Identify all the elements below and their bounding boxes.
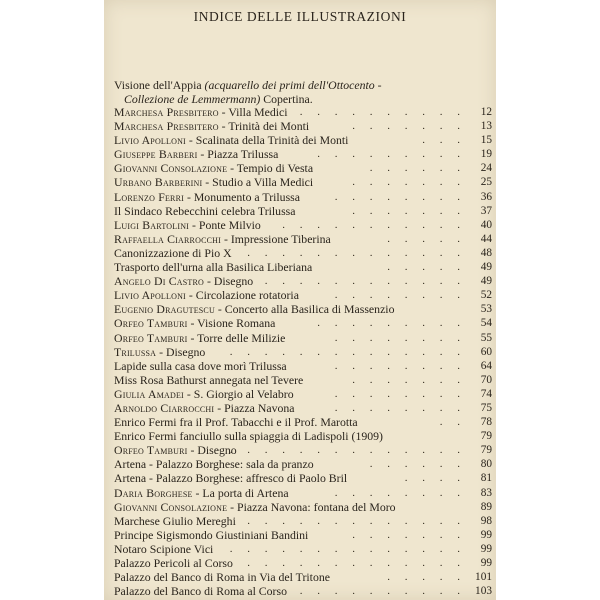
entry-title: - Trinità dei Monti — [221, 119, 310, 134]
list-item — [114, 359, 492, 373]
list-item — [114, 260, 492, 274]
entry-page-number: 52 — [480, 289, 492, 302]
entry-text — [114, 331, 285, 345]
entry-page-number: 99 — [480, 542, 492, 555]
list-item — [114, 204, 492, 218]
entry-page-number: 70 — [480, 373, 492, 386]
entry-title: Il Sindaco Rebecchini celebra Trilussa — [114, 203, 296, 218]
entry-text — [114, 471, 347, 485]
entry-title: Palazzo Pericoli al Corso — [114, 556, 233, 570]
dot-leader: . . . . . . . . — [334, 387, 466, 400]
list-item — [114, 584, 492, 598]
entry-page-number: 12 — [480, 106, 492, 118]
entry-text — [114, 260, 312, 274]
entry-page-number: 75 — [480, 401, 492, 414]
dot-leader: . . . . . . . . — [334, 331, 466, 344]
entry-text — [114, 204, 296, 218]
entry-title: - Studio a Villa Medici — [205, 175, 314, 190]
entry-title: Artena - Palazzo Borghese: sala da pranzo — [114, 457, 314, 472]
entry-text — [114, 457, 314, 471]
dot-leader: . . . . . — [387, 232, 466, 245]
entry-author: Giovanni Consolazione — [114, 161, 228, 176]
list-item — [114, 218, 492, 232]
entry-page-number: 24 — [480, 162, 492, 175]
entry-author: Orfeo Tamburi — [114, 443, 188, 458]
dot-leader: . . . . . . . . . . . — [282, 218, 466, 231]
dot-leader: . . . . . . . . . . . . . . — [229, 444, 466, 457]
entry-page-number: 36 — [480, 190, 492, 203]
list-item — [114, 331, 492, 345]
entry-page-number: 103 — [475, 585, 492, 598]
entry-page-number: 53 — [480, 303, 492, 316]
entry-page-number: 40 — [480, 218, 492, 231]
dot-leader: . . . . . . . — [352, 528, 466, 541]
entry-page-number: 98 — [480, 514, 492, 527]
entry-text — [114, 190, 300, 204]
entry-text — [114, 415, 358, 429]
entry-title: Notaro Scipione Vici — [114, 541, 214, 556]
entry-author: Daria Borghese — [114, 485, 193, 500]
entry-title: Artena - Palazzo Borghese: affresco di Paolo Bril — [114, 471, 348, 486]
list-item — [114, 119, 492, 133]
entry-title: - Disegno — [190, 443, 237, 458]
list-item — [114, 190, 492, 204]
entry-title: Lapide sulla casa dove morì Trilussa — [114, 358, 287, 373]
entry-text — [114, 542, 213, 556]
list-item — [114, 401, 492, 415]
entry-page-number: 55 — [480, 331, 492, 344]
entry-title: - La porta di Artena — [195, 485, 289, 500]
entry-text — [114, 218, 261, 232]
entry-page-number: 49 — [480, 261, 492, 274]
dot-leader: . . . . . . . . — [334, 359, 466, 372]
entry-page-number: 89 — [480, 500, 492, 513]
list-item — [114, 274, 492, 288]
entry-author: Trilussa — [114, 344, 157, 359]
entry-title: - Tempio di Vesta — [230, 161, 314, 176]
entry-title: - Concerto alla Basilica di Massenzio — [217, 302, 395, 317]
dot-leader: . . . — [422, 134, 466, 147]
entry-page-number: 15 — [480, 134, 492, 147]
entry-title: - Circolazione rotatoria — [188, 288, 299, 303]
list-item — [114, 570, 492, 584]
dot-leader: . . . . . . . . . . — [299, 106, 466, 118]
list-item — [114, 443, 492, 457]
list-item — [114, 514, 492, 528]
entry-text — [114, 147, 278, 161]
book-page — [104, 0, 496, 600]
list-item — [114, 415, 492, 429]
list-item — [114, 316, 492, 330]
entry-text — [114, 316, 275, 330]
entry-text — [114, 570, 330, 584]
cover-note-2: Collezione de Lemmermann) — [124, 91, 261, 106]
entry-title: - Piazza Navona: fontana del Moro — [230, 499, 396, 514]
dot-leader: . . . . . — [387, 571, 466, 584]
entry-author: Orfeo Tamburi — [114, 316, 188, 331]
entry-title: Palazzo del Banco di Roma al Corso — [114, 584, 287, 599]
entry-title: - S. Giorgio al Velabro — [186, 386, 294, 401]
entry-title: - Disegno — [159, 344, 206, 359]
dot-leader: . . — [439, 416, 466, 429]
entry-page-number: 37 — [480, 204, 492, 217]
list-item — [114, 457, 492, 471]
dot-leader: . . . . . . . — [352, 373, 466, 386]
entry-text — [114, 359, 287, 373]
cover-line-2 — [114, 93, 484, 107]
list-item — [114, 387, 492, 401]
list-item — [114, 161, 492, 175]
list-item — [114, 105, 492, 119]
list-item — [114, 232, 492, 246]
list-item — [114, 500, 492, 514]
entry-title: Marchese Giulio Mereghi — [114, 513, 236, 528]
entry-text — [114, 556, 233, 570]
list-item — [114, 302, 492, 316]
entry-page-number: 83 — [480, 486, 492, 499]
entry-page-number: 48 — [480, 246, 492, 259]
entry-text — [114, 288, 299, 302]
list-item — [114, 175, 492, 189]
cover-line-1 — [114, 79, 484, 93]
entry-text — [114, 387, 294, 401]
list-item — [114, 429, 492, 443]
dot-leader: . . . . . . . . — [334, 486, 466, 499]
dot-leader: . . . . . . . — [352, 204, 466, 217]
entry-text — [114, 500, 396, 514]
dot-leader: . . . . . . . — [352, 176, 466, 189]
list-item — [114, 373, 492, 387]
dot-leader: . . . . . . . . — [334, 401, 466, 414]
entry-page-number: 49 — [480, 275, 492, 288]
list-item — [114, 288, 492, 302]
entry-text — [114, 133, 348, 147]
entry-text — [114, 514, 236, 528]
entry-title: - Visione Romana — [190, 316, 276, 331]
entry-title: Enrico Fermi fra il Prof. Tabacchi e il Prof. Marotta — [114, 415, 358, 430]
entry-author: Raffaella Ciarrocchi — [114, 231, 221, 246]
entry-author: Lorenzo Ferri — [114, 189, 184, 204]
dot-leader: . . . . . . . . — [334, 289, 466, 302]
entry-page-number: 78 — [480, 416, 492, 429]
entry-page-number: 19 — [480, 148, 492, 161]
entry-author: Eugenio Dragutescu — [114, 302, 215, 317]
dot-leader: . . . . . . . . . . . . . . — [229, 345, 466, 358]
dot-leader: . . . . . . . . . . . . . — [247, 514, 466, 527]
entry-author: Angelo Di Castro — [114, 274, 205, 289]
dot-leader: . . . . . . . . . — [317, 148, 466, 161]
illustration-list — [114, 105, 492, 598]
entry-author: Giulia Amadei — [114, 386, 184, 401]
entry-author: Livio Apolloni — [114, 133, 186, 148]
entry-title: Palazzo del Banco di Roma in Via del Tritone — [114, 570, 330, 585]
entry-title: Miss Rosa Bathurst annegata nel Tevere — [114, 372, 304, 387]
entry-page-number: 74 — [480, 387, 492, 400]
entry-title: - Piazza Trilussa — [200, 147, 279, 162]
dot-leader: . . . . . . . . — [334, 190, 466, 203]
entry-page-number: 60 — [480, 345, 492, 358]
cover-note-1: (acquarello dei primi dell'Ottocento - — [204, 78, 382, 92]
entry-page-number: 101 — [475, 571, 492, 584]
list-item — [114, 542, 492, 556]
dot-leader: . . . . . . . . . . . . . — [247, 246, 466, 259]
entry-text — [114, 443, 237, 457]
list-item — [114, 345, 492, 359]
list-item — [114, 133, 492, 147]
entry-text — [114, 274, 253, 288]
list-item — [114, 471, 492, 485]
entry-title: - Scalinata della Trinità dei Monti — [188, 133, 349, 148]
entry-page-number: 80 — [480, 458, 492, 471]
entry-title: Principe Sigismondo Giustiniani Bandini — [114, 527, 309, 542]
entry-title: - Piazza Navona — [217, 400, 295, 415]
cover-title: Visione dell'Appia — [114, 78, 202, 92]
entry-title: - Impressione Tiberina — [223, 231, 331, 246]
dot-leader: . . . . . . — [369, 458, 466, 471]
entry-page-number: 79 — [480, 430, 492, 443]
entry-text — [114, 119, 309, 133]
entry-author: Marchesa Presbitero — [114, 105, 219, 119]
entry-page-number: 13 — [480, 120, 492, 133]
entry-title: Enrico Fermi fanciullo sulla spiaggia di Ladispoli (1909) — [114, 429, 383, 444]
entry-author: Arnoldo Ciarrocchi — [114, 400, 215, 415]
entry-text — [114, 246, 232, 260]
dot-leader: . . . . . . . . . . . . . . — [229, 542, 466, 555]
entry-text — [114, 232, 331, 246]
dot-leader: . . . . — [404, 472, 466, 485]
dot-leader: . . . . . . — [369, 162, 466, 175]
dot-leader: . . . . . . . . . — [317, 317, 466, 330]
entry-text — [114, 584, 287, 598]
entry-page-number: 99 — [480, 557, 492, 569]
list-item — [114, 528, 492, 542]
entry-page-number: 44 — [480, 232, 492, 245]
dot-leader: . . . . . — [387, 261, 466, 274]
entry-author: Giovanni Consolazione — [114, 499, 228, 514]
entry-text — [114, 486, 289, 500]
dot-leader: . . . . . . . . . . . . — [264, 275, 466, 288]
entry-author: Livio Apolloni — [114, 288, 186, 303]
entry-title: - Ponte Milvio — [192, 217, 261, 232]
entry-title: - Disegno — [206, 274, 254, 289]
entry-text — [114, 401, 295, 415]
list-item — [114, 486, 492, 500]
list-item — [114, 556, 492, 570]
entry-title: - Villa Medici — [221, 105, 288, 119]
cover-entry — [114, 79, 484, 106]
entry-page-number: 99 — [480, 528, 492, 541]
entry-title: - Monumento a Trilussa — [186, 189, 300, 204]
entry-page-number: 79 — [480, 444, 492, 457]
entry-page-number: 64 — [480, 359, 492, 372]
dot-leader: . . . . . . . . . . . . . — [247, 557, 466, 569]
entry-title: Trasporto dell'urna alla Basilica Liberiana — [114, 260, 313, 275]
entry-author: Marchesa Presbitero — [114, 119, 219, 134]
entry-text — [114, 373, 303, 387]
entry-author: Orfeo Tamburi — [114, 330, 188, 345]
dot-leader: . . . . . . . . . . — [299, 585, 466, 598]
entry-text — [114, 105, 288, 119]
page-heading: INDICE DELLE ILLUSTRAZIONI — [193, 9, 407, 24]
list-item — [114, 147, 492, 161]
entry-title: Canonizzazione di Pio X — [114, 245, 232, 260]
cover-page: Copertina. — [263, 91, 313, 106]
entry-text — [114, 161, 313, 175]
dot-leader: . . . . . . . — [352, 120, 466, 133]
entry-author: Urbano Barberini — [114, 175, 203, 190]
entry-author: Luigi Bartolini — [114, 217, 190, 232]
entry-page-number: 54 — [480, 317, 492, 330]
entry-text — [114, 528, 308, 542]
list-item — [114, 246, 492, 260]
entry-text — [114, 175, 313, 189]
entry-page-number: 25 — [480, 176, 492, 189]
entry-page-number: 81 — [480, 472, 492, 485]
entry-author: Giuseppe Barberi — [114, 147, 198, 162]
entry-text — [114, 429, 383, 443]
entry-text — [114, 345, 205, 359]
entry-title: - Torre delle Milizie — [190, 330, 286, 345]
entry-text — [114, 302, 394, 316]
